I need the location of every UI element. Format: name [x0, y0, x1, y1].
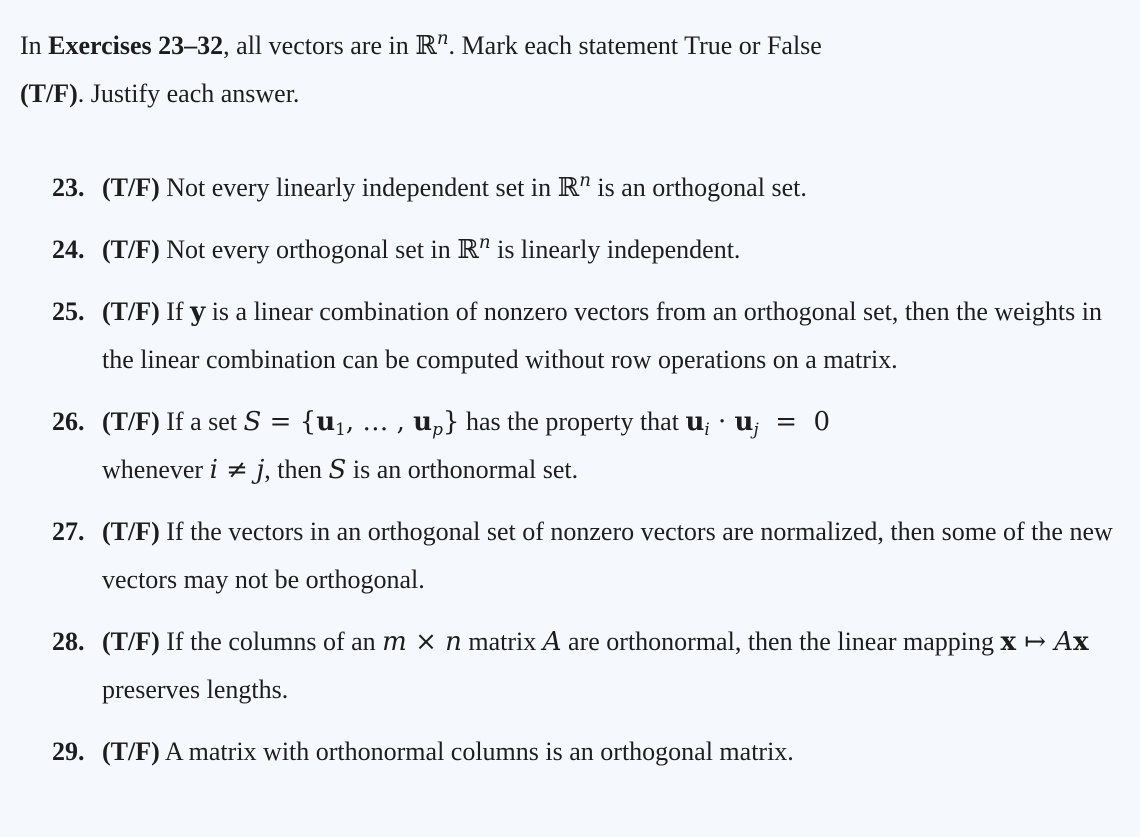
- real-space-symbol: ℝ: [415, 31, 437, 61]
- dimension-exponent: n: [478, 232, 491, 253]
- subscript: 1: [335, 419, 346, 440]
- vector-u: u: [316, 407, 336, 437]
- vector-u: u: [734, 407, 754, 437]
- exercise-statement: [102, 508, 1122, 604]
- subscript: j: [753, 419, 759, 440]
- maps-to-arrow: ↦: [1016, 627, 1055, 657]
- math-operator: ×: [406, 627, 446, 657]
- statement-text: is an orthonormal set.: [346, 455, 579, 484]
- statement-text: are orthonormal, then the linear mapping: [561, 627, 1001, 656]
- tf-label: (T/F): [102, 235, 160, 264]
- tf-label: (T/F): [102, 737, 160, 766]
- statement-text: Not every linearly independent set in: [159, 173, 558, 202]
- set-symbol: S: [243, 407, 262, 437]
- statement-text: , then: [264, 455, 329, 484]
- tf-label: (T/F): [102, 297, 160, 326]
- statement-text: If the vectors in an orthogonal set of nonzero vectors are normalized, then some of the new vectors may not be orthogonal.: [102, 517, 1113, 594]
- statement-text: Not every orthogonal set in: [159, 235, 458, 264]
- exercise-29: [52, 728, 1122, 776]
- exercise-number: 28.: [52, 627, 85, 656]
- statement-text: is a linear combination of nonzero vectors from an orthogonal set, then the weights in the linear combination can be computed without row operations on a matrix.: [102, 297, 1102, 374]
- statement-text: preserves lengths.: [102, 675, 289, 704]
- dimension-m: m: [382, 627, 407, 657]
- math-operator: = 0: [758, 407, 831, 437]
- vector-y: y: [190, 297, 206, 327]
- exercise-number: 25.: [52, 297, 85, 326]
- statement-text: If the columns of an: [159, 627, 383, 656]
- tf-label: (T/F): [102, 407, 160, 436]
- math-operator: ≠: [217, 455, 257, 485]
- instructions-paragraph: [20, 22, 1110, 118]
- exercise-number: 27.: [52, 517, 85, 546]
- exercise-24: [52, 226, 1122, 274]
- math-operator: }: [442, 407, 460, 437]
- exercise-28: [52, 618, 1122, 714]
- dimension-exponent: n: [436, 28, 449, 49]
- real-space-symbol: ℝ: [557, 173, 580, 203]
- dimension-n: n: [445, 627, 462, 657]
- exercise-number: 29.: [52, 737, 85, 766]
- statement-text: has the property that: [459, 407, 686, 436]
- real-space-symbol: ℝ: [457, 235, 479, 265]
- index-symbol: j: [256, 455, 265, 485]
- matrix-symbol: A: [1054, 627, 1074, 657]
- exercise-statement: [102, 226, 1122, 274]
- exercise-number: 23.: [52, 173, 85, 202]
- exercise-list: [52, 164, 1122, 790]
- exercise-27: [52, 508, 1122, 604]
- exercise-statement: [102, 164, 1122, 212]
- exercise-statement: [102, 618, 1122, 714]
- math-operator: ·: [709, 407, 735, 437]
- vector-x: x: [1000, 627, 1017, 657]
- tf-label: (T/F): [102, 627, 160, 656]
- dimension-exponent: n: [579, 170, 591, 191]
- statement-text: If a set: [159, 407, 244, 436]
- exercise-25: [52, 288, 1122, 384]
- tf-label: (T/F): [102, 173, 160, 202]
- statement-text: If: [159, 297, 191, 326]
- subscript: i: [704, 419, 710, 440]
- intro-text: , all vectors are in: [223, 31, 416, 60]
- statement-text: A matrix with orthonormal columns is an orthogonal matrix.: [159, 737, 794, 766]
- index-symbol: i: [209, 455, 218, 485]
- subscript: p: [432, 419, 443, 440]
- statement-text: is an orthogonal set.: [590, 173, 807, 202]
- exercise-26: [52, 398, 1122, 494]
- statement-text: matrix: [461, 627, 543, 656]
- exercise-23: [52, 164, 1122, 212]
- matrix-symbol: A: [542, 627, 562, 657]
- set-symbol: S: [328, 455, 347, 485]
- vector-x: x: [1073, 627, 1089, 657]
- tf-label: (T/F): [102, 517, 160, 546]
- statement-text: is linearly independent.: [490, 235, 741, 264]
- math-operator: = {: [261, 407, 317, 437]
- exercise-statement: [102, 288, 1122, 384]
- exercise-number: 26.: [52, 407, 85, 436]
- exercise-statement: [102, 398, 1122, 494]
- exercise-number: 24.: [52, 235, 85, 264]
- exercises-range: Exercises 23–32: [48, 31, 224, 60]
- intro-text: . Mark each statement True or False: [448, 31, 822, 60]
- intro-text: In: [20, 31, 49, 60]
- math-operator: , … ,: [345, 407, 414, 437]
- tf-label: (T/F): [20, 79, 78, 108]
- statement-text: whenever: [102, 455, 210, 484]
- intro-text: . Justify each answer.: [77, 79, 300, 108]
- vector-u: u: [413, 407, 433, 437]
- vector-u: u: [685, 407, 705, 437]
- exercise-statement: [102, 728, 1122, 776]
